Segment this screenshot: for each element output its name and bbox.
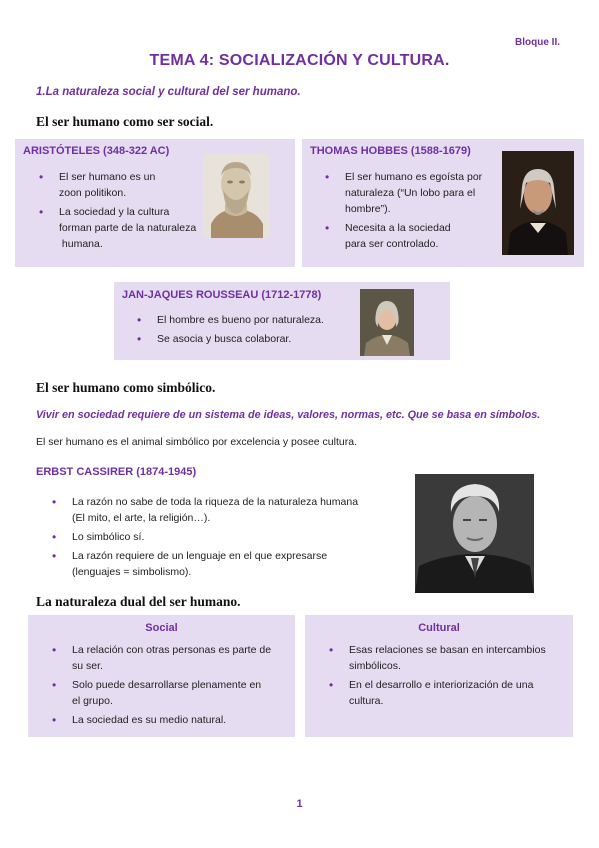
rousseau-name: JAN-JAQUES ROUSSEAU (1712-1778) (122, 289, 322, 301)
cultural-title: Cultural (418, 622, 460, 634)
aristoteles-list (59, 169, 224, 255)
list-item: • La sociedad es su medio natural. (72, 712, 292, 728)
rousseau-box (114, 282, 450, 360)
list-item: • El hombre es bueno por naturaleza. (157, 312, 362, 328)
cassirer-name: ERBST CASSIRER (1874-1945) (36, 466, 197, 478)
social-title: Social (145, 622, 178, 634)
list-item: • La razón no sabe de toda la riqueza de la naturaleza humana (El mito, el arte, la religión…). (72, 494, 412, 526)
list-item: • La razón requiere de un lenguaje en el que expresarse (lenguajes = simbolismo). (72, 548, 412, 580)
list-item: • La relación con otras personas es parte de su ser. (72, 642, 292, 674)
page-number: 1 (296, 798, 303, 810)
cassirer-photo-image (415, 474, 534, 593)
bloque-label: Bloque II. (515, 37, 560, 48)
list-item: • Lo simbólico sí. (72, 529, 412, 545)
hobbes-list (345, 169, 505, 255)
list-item: • Necesita a la sociedad para ser controlado. (345, 220, 505, 252)
hobbes-portrait-image (502, 151, 574, 255)
social-list (72, 642, 292, 731)
list-item: • Solo puede desarrollarse plenamente en el grupo. (72, 677, 292, 709)
hobbes-box (302, 139, 584, 267)
aristoteles-bust-image (203, 154, 269, 238)
heading-symbolic: El ser humano como simbólico. (36, 380, 216, 395)
page-title: TEMA 4: SOCIALIZACIÓN Y CULTURA. (149, 52, 450, 69)
heading-social: El ser humano como ser social. (36, 114, 214, 129)
symbolic-animal-text: El ser humano es el animal simbólico por excelencia y posee cultura. (36, 436, 357, 448)
social-box (28, 615, 295, 737)
hobbes-name: THOMAS HOBBES (1588-1679) (310, 145, 471, 157)
section-subtitle: 1.La naturaleza social y cultural del ser humano. (36, 86, 301, 98)
list-item: • La sociedad y la cultura forman parte de la naturaleza humana. (59, 204, 224, 252)
aristoteles-name: ARISTÓTELES (348-322 AC) (23, 145, 170, 157)
list-item: • El ser humano es un zoon politikon. (59, 169, 224, 201)
cassirer-list (72, 494, 412, 583)
list-item: • Esas relaciones se basan en intercambios simbólicos. (349, 642, 569, 674)
cultural-list (349, 642, 569, 712)
cultural-box (305, 615, 573, 737)
rousseau-list (157, 312, 362, 350)
list-item: • En el desarrollo e interiorización de una cultura. (349, 677, 569, 709)
list-item: • El ser humano es egoísta por naturaleza (“Un lobo para el hombre”). (345, 169, 505, 217)
aristoteles-box (15, 139, 295, 267)
rousseau-portrait-image (360, 289, 414, 356)
list-item: • Se asocia y busca colaborar. (157, 331, 362, 347)
symbols-statement: Vivir en sociedad requiere de un sistema de ideas, valores, normas, etc. Que se basa en símbolos. (36, 409, 541, 421)
heading-dual: La naturaleza dual del ser humano. (36, 594, 241, 609)
